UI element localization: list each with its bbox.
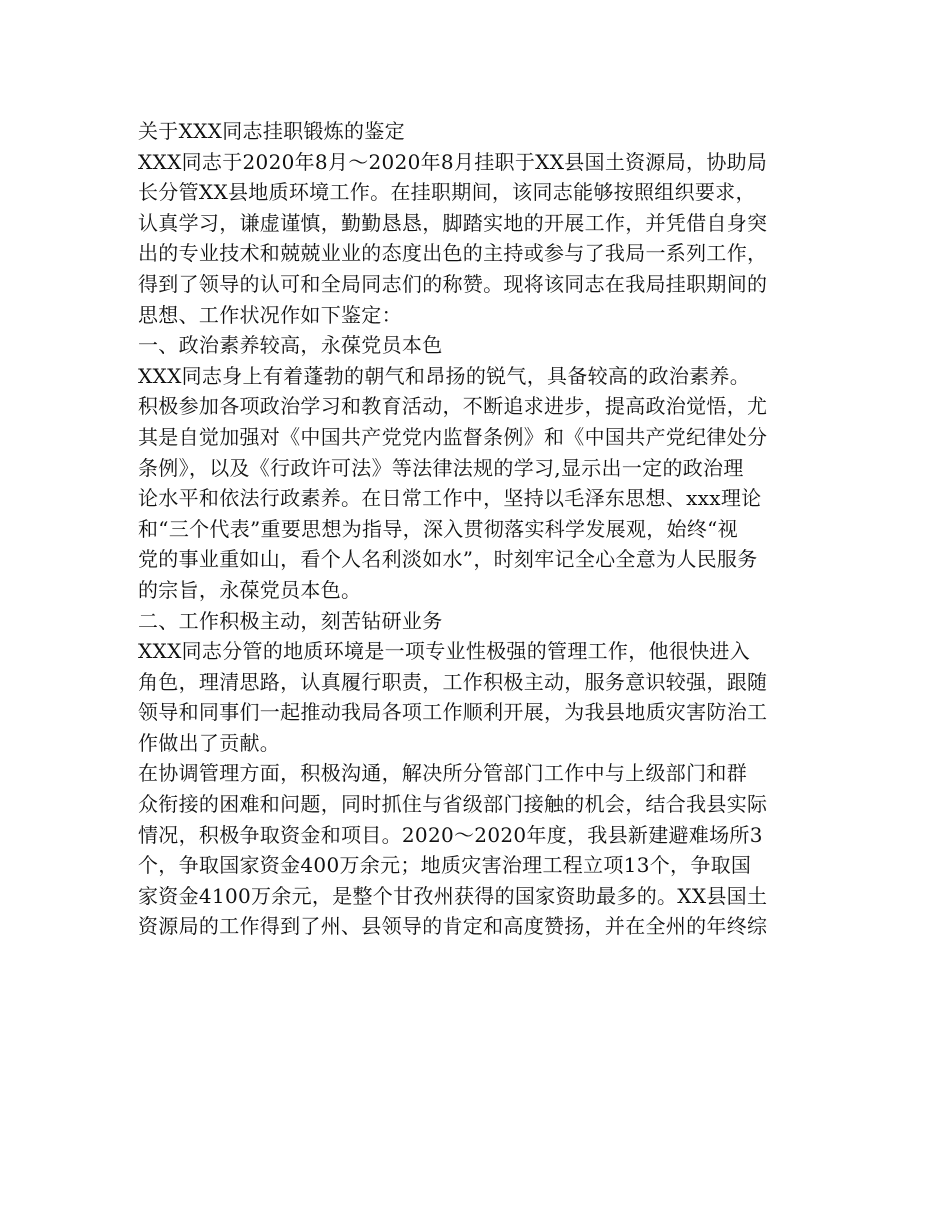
- text-line: 其是自觉加强对《中国共产党党内监督条例》和《中国共产党纪律处分: [138, 424, 768, 449]
- text-line: 出的专业技术和兢兢业业的态度出色的主持或参与了我局一系列工作，: [138, 241, 768, 266]
- text-line: 领导和同事们一起推动我局各项工作顺利开展，为我县地质灾害防治工: [138, 700, 768, 725]
- section-heading: 二、工作积极主动，刻苦钻研业务: [138, 608, 443, 633]
- text-line: 长分管XX县地质环境工作。在挂职期间，该同志能够按照组织要求，: [138, 180, 756, 205]
- text-line: 积极参加各项政治学习和教育活动，不断追求进步，提高政治觉悟，尤: [138, 394, 768, 419]
- text-line: 家资金4100万余元，是整个甘孜州获得的国家资助最多的。XX县国土: [138, 883, 768, 908]
- text-line: 论水平和依法行政素养。在日常工作中，坚持以毛泽东思想、xxx理论: [138, 486, 762, 511]
- text-line: XXX同志分管的地质环境是一项专业性极强的管理工作，他很快进入: [138, 639, 751, 664]
- document-title: 关于XXX同志挂职锻炼的鉴定: [138, 119, 405, 143]
- text-line: 作做出了贡献。: [138, 730, 281, 755]
- text-line: 得到了领导的认可和全局同志们的称赞。现将该同志在我局挂职期间的: [138, 271, 768, 296]
- text-line: 党的事业重如山，看个人名利淡如水”，时刻牢记全心全意为人民服务: [138, 547, 758, 572]
- section-heading: 一、政治素养较高，永葆党员本色: [138, 333, 443, 358]
- text-line: XXX同志身上有着蓬勃的朝气和昂扬的锐气，具备较高的政治素养。: [138, 363, 751, 388]
- text-line: 认真学习，谦虚谨慎，勤勤恳恳，脚踏实地的开展工作，并凭借自身突: [138, 210, 768, 235]
- text-line: 思想、工作状况作如下鉴定：: [138, 302, 402, 327]
- text-line: 的宗旨，永葆党员本色。: [138, 577, 362, 602]
- text-line: 情况，积极争取资金和项目。2020～2020年度，我县新建避难场所3: [138, 822, 763, 847]
- text-line: 个，争取国家资金400万余元；地质灾害治理工程立项13个，争取国: [138, 853, 752, 878]
- text-line: XXX同志于2020年8月～2020年8月挂职于XX县国土资源局，协助局: [138, 149, 768, 174]
- text-line: 条例》，以及《行政许可法》等法律法规的学习,显示出一定的政治理: [138, 455, 744, 480]
- text-line: 在协调管理方面，积极沟通，解决所分管部门工作中与上级部门和群: [138, 761, 747, 786]
- text-line: 角色，理清思路，认真履行职责，工作积极主动，服务意识较强，跟随: [138, 669, 768, 694]
- text-line: 和“三个代表”重要思想为指导，深入贯彻落实科学发展观，始终“视: [138, 516, 738, 541]
- text-line: 众衔接的困难和问题，同时抓住与省级部门接触的机会，结合我县实际: [138, 792, 768, 817]
- document-body: [138, 116, 818, 942]
- text-line: 资源局的工作得到了州、县领导的肯定和高度赞扬，并在全州的年终综: [138, 914, 768, 939]
